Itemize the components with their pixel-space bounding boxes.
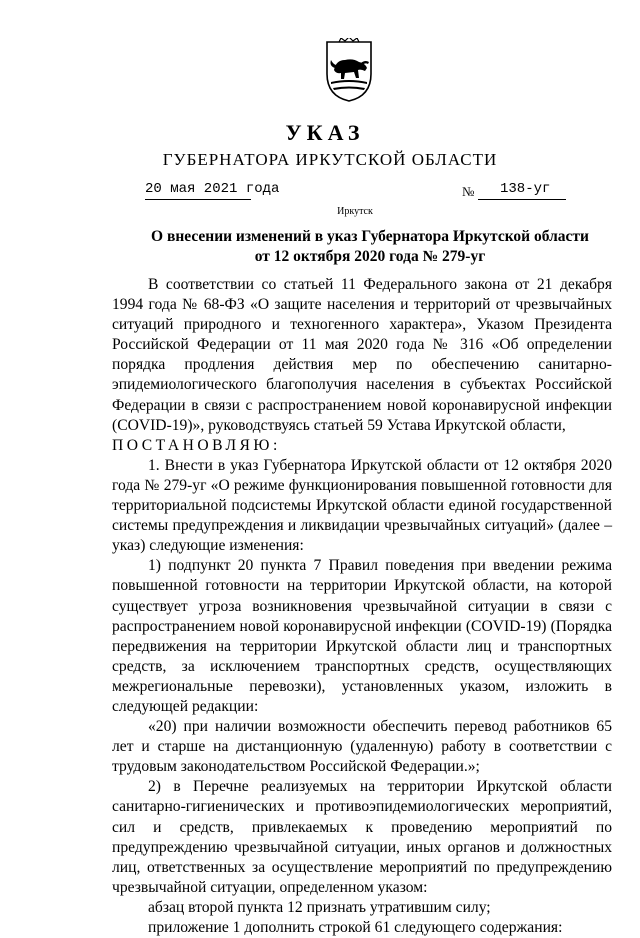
number-sign: №	[462, 184, 475, 199]
paragraph-a: абзац второй пункта 12 признать утратившим силу;	[148, 898, 491, 916]
document-title: УКАЗ	[285, 120, 365, 145]
document-subtitle: ГУБЕРНАТОРА ИРКУТСКОЙ ОБЛАСТИ	[162, 150, 498, 169]
item-1-paragraph: 1. Внести в указ Губернатора Иркутской области от 12 октября 2020 года № 279-уг «О режиме функционирования повышенной готовности для территориальной подсистемы Иркутской области единой государственной системы предупреждения и ликвидации чрезвычайных ситуаций» (далее – указ) следующие изменения:	[112, 456, 612, 555]
item-1-2-paragraph: 2) в Перечне реализуемых на территории Иркутской области санитарно-гигиенических и противоэпидемиологических мероприятий, сил и средств, привлекаемых к проведению мероприятий по предупреждению чрезвычайной ситуации, иных органов и должностных лиц, ответственных за осуществление мероприятий по предупреждению чрезвычайной ситуации, определенном указом:	[112, 778, 612, 896]
document-heading	[140, 227, 600, 267]
document-body	[112, 275, 612, 938]
document-date: 20 мая 2021 года	[145, 181, 280, 197]
number-underline	[478, 199, 566, 200]
date-underline	[145, 199, 251, 200]
document-number: 138-уг	[500, 181, 551, 197]
document-city: Иркутск	[337, 206, 373, 217]
heading-line-2: от 12 октября 2020 года № 279-уг	[254, 248, 486, 265]
item-1-1-paragraph: 1) подпункт 20 пункта 7 Правил поведения при введении режима повышенной готовности на территории Иркутской области, на которой существует угроза возникновения чрезвычайной ситуации в связи с распространением новой коронавирусной инфекции (COVID-19) (Порядка передвижения на территории Иркутской области лиц и транспортных средств, за исключением транспортных средств, осуществляющих межрегиональные перевозки), установленных указом, изложить в следующей редакции:	[112, 557, 612, 715]
coat-of-arms-emblem	[323, 38, 375, 104]
preamble-paragraph: В соответствии со статьей 11 Федерального закона от 21 декабря 1994 года № 68-ФЗ «О защите населения и территорий от чрезвычайных ситуаций природного и техногенного характера», Указом Президента Российской Федерации от 11 мая 2020 года № 316 «Об определении порядка продления действия мер по обеспечению санитарно-эпидемиологического благополучия населения в субъектах Российской Федерации в связи с распространением новой коронавирусной инфекции (COVID-19)», руководствуясь статьей 59 Устава Иркутской области,	[112, 276, 612, 434]
heading-line-1: О внесении изменений в указ Губернатора Иркутской области	[151, 228, 589, 245]
paragraph-b: приложение 1 дополнить строкой 61 следующего содержания:	[148, 919, 563, 936]
quoted-paragraph: «20) при наличии возможности обеспечить перевод работников 65 лет и старше на дистанционную (удаленную) работу в соответствии с трудовым законодательством Российской Федерации.»;	[112, 718, 612, 776]
decree-word: ПОСТАНОВЛЯЮ:	[112, 436, 281, 454]
